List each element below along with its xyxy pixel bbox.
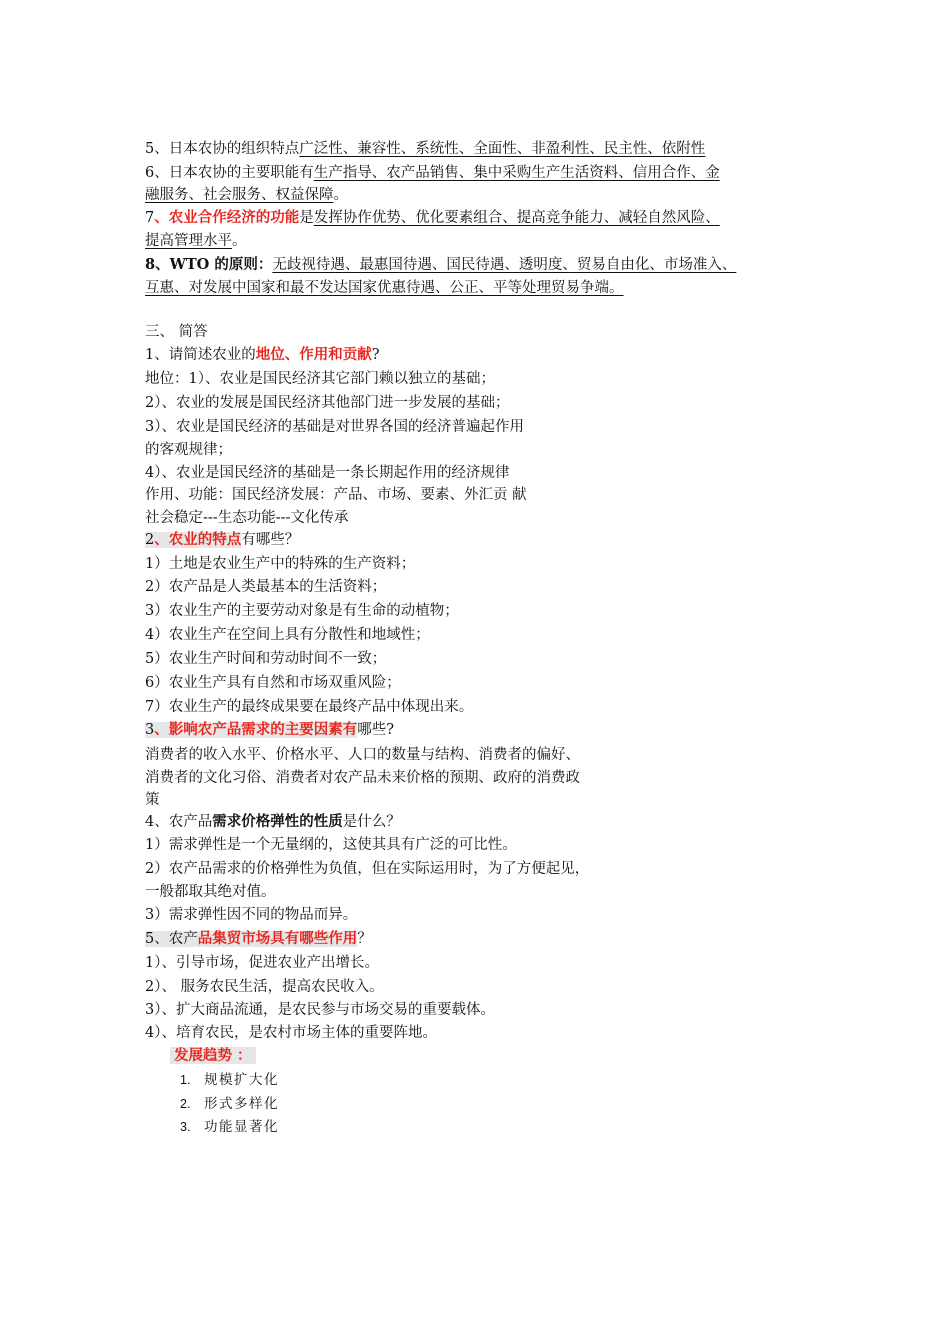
item-7-heading: 、农业合作经济的功能 — [154, 209, 300, 226]
answer-2-line: 1）土地是农业生产中的特殊的生产资料； — [145, 556, 416, 572]
question-1-keyword: 地位、作用和贡献 — [255, 346, 372, 363]
question-1-suffix: ? — [371, 347, 380, 363]
trend-title-text: 发展趋势 ： — [170, 1047, 256, 1064]
answer-4-line: 一般都取其绝对值。 — [145, 884, 276, 900]
item-8-heading: 8、WTO 的原则： — [145, 256, 273, 273]
answer-5-line: 3）、扩大商品流通，是农民参与市场交易的重要载体。 — [145, 1002, 495, 1018]
answer-2-line: 6）农业生产具有自然和市场双重风险； — [145, 675, 401, 691]
trend-item-number: 1. — [180, 1073, 191, 1087]
answer-5-line: 1）、引导市场，促进农业产出增长。 — [145, 955, 379, 971]
question-2-suffix: 有哪些？ — [241, 532, 300, 548]
item-6-line — [145, 163, 720, 183]
trend-item-text: 功能显著化 — [204, 1119, 279, 1135]
question-5-suffix: ？ — [357, 931, 372, 947]
question-1-prefix: 1、请简述农业的 — [145, 347, 256, 363]
item-7-mid: 是 — [299, 210, 314, 226]
item-7-line — [145, 208, 720, 228]
answer-4-line: 1）需求弹性是一个无量纲的，这使其具有广泛的可比性。 — [145, 837, 517, 853]
question-4-prefix: 4、农产品 — [145, 814, 213, 830]
trend-list-item — [180, 1117, 279, 1137]
trend-item-text: 形式多样化 — [204, 1096, 279, 1112]
trend-list-item — [180, 1070, 279, 1090]
item-6-answer-part2: 融服务、社会服务、权益保障 — [145, 187, 334, 203]
question-2-title — [145, 530, 299, 550]
item-5-answer: 广泛性、兼容性、系统性、全面性、非盈利性、民主性、依附性 — [299, 141, 706, 157]
answer-3-line: 消费者的文化习俗、消费者对农产品未来价格的预期、政府的消费政 — [145, 770, 580, 786]
answer-2-line: 3）农业生产的主要劳动对象是有生命的动植物； — [145, 603, 459, 619]
question-3-highlight — [145, 722, 357, 738]
question-3-number: 3 — [145, 722, 155, 738]
item-8-line-2 — [145, 278, 624, 298]
trend-item-text: 规模扩大化 — [204, 1072, 279, 1088]
trend-item-number: 3. — [180, 1120, 191, 1134]
question-2-highlight — [145, 532, 241, 548]
answer-1-line: 地位：1）、农业是国民经济其它部门赖以独立的基础； — [145, 371, 495, 387]
answer-2-line: 5）农业生产时间和劳动时间不一致； — [145, 651, 387, 667]
question-2-keyword: 、农业的特点 — [154, 531, 242, 548]
answer-2-line: 4）农业生产在空间上具有分散性和地域性； — [145, 627, 430, 643]
question-1-title — [145, 345, 380, 365]
item-6-end: 。 — [333, 187, 348, 203]
item-7-end: 。 — [232, 233, 247, 249]
trend-item-number: 2. — [180, 1097, 191, 1111]
question-3-suffix: 哪些? — [357, 722, 395, 738]
item-5-line — [145, 139, 705, 159]
item-6-line-2 — [145, 185, 348, 205]
trend-list-item — [180, 1094, 279, 1114]
item-5-prefix: 5、日本农协的组织特点 — [145, 141, 300, 157]
trend-title — [170, 1046, 256, 1066]
answer-2-line: 7）农业生产的最终成果要在最终产品中体现出来。 — [145, 699, 474, 715]
answer-3-line: 策 — [145, 792, 160, 808]
item-6-answer-part1: 生产指导、农产品销售、集中采购生产生活资料、信用合作、金 — [313, 165, 720, 181]
question-5-keyword: 品集贸市场具有哪些作用 — [197, 930, 358, 947]
question-4-keyword: 需求价格弹性的性质 — [212, 813, 343, 830]
answer-3-line: 消费者的收入水平、价格水平、人口的数量与结构、消费者的偏好、 — [145, 747, 580, 763]
question-5-highlight — [145, 931, 357, 947]
answer-1-line: 社会稳定---生态功能---文化传承 — [145, 510, 349, 526]
answer-1-line: 作用、功能：国民经济发展：产品、市场、要素、外汇贡 献 — [145, 487, 527, 503]
item-8-answer-part2: 互惠、对发展中国家和最不发达国家优惠待遇、公正、平等处理贸易争端。 — [145, 280, 624, 296]
question-4-title — [145, 812, 401, 832]
item-6-prefix: 6、日本农协的主要职能有 — [145, 165, 314, 181]
answer-4-line: 3）需求弹性因不同的物品而异。 — [145, 907, 358, 923]
item-8-line — [145, 255, 736, 275]
question-5-prefix: 5、农产 — [145, 931, 198, 947]
answer-2-line: 2）农产品是人类最基本的生活资料； — [145, 579, 387, 595]
section-title: 三、 简答 — [145, 324, 208, 340]
item-7-number: 7 — [145, 210, 155, 226]
item-7-answer-part1: 发挥协作优势、优化要素组合、提高竞争能力、减轻自然风险、 — [313, 210, 720, 226]
item-7-line-2 — [145, 231, 247, 251]
question-5-title — [145, 929, 372, 949]
answer-5-line: 4）、培育农民，是农村市场主体的重要阵地。 — [145, 1025, 437, 1041]
answer-5-line: 2）、 服务农民生活，提高农民收入。 — [145, 979, 384, 995]
question-3-keyword: 、影响农产品需求的主要因素有 — [154, 721, 358, 738]
answer-1-line: 2）、农业的发展是国民经济其他部门进一步发展的基础； — [145, 395, 510, 411]
item-7-answer-part2: 提高管理水平 — [145, 233, 232, 249]
answer-4-line: 2）农产品需求的价格弹性为负值，但在实际运用时，为了方便起见， — [145, 861, 590, 877]
answer-1-line: 3）、农业是国民经济的基础是对世界各国的经济普遍起作用 — [145, 419, 524, 435]
question-3-title — [145, 720, 394, 740]
question-2-number: 2 — [145, 532, 155, 548]
question-4-suffix: 是什么？ — [342, 814, 401, 830]
item-8-answer-part1: 无歧视待遇、最惠国待遇、国民待遇、透明度、贸易自由化、市场准入、 — [272, 257, 737, 273]
answer-1-line: 4）、农业是国民经济的基础是一条长期起作用的经济规律 — [145, 465, 510, 481]
answer-1-line: 的客观规律； — [145, 442, 232, 458]
